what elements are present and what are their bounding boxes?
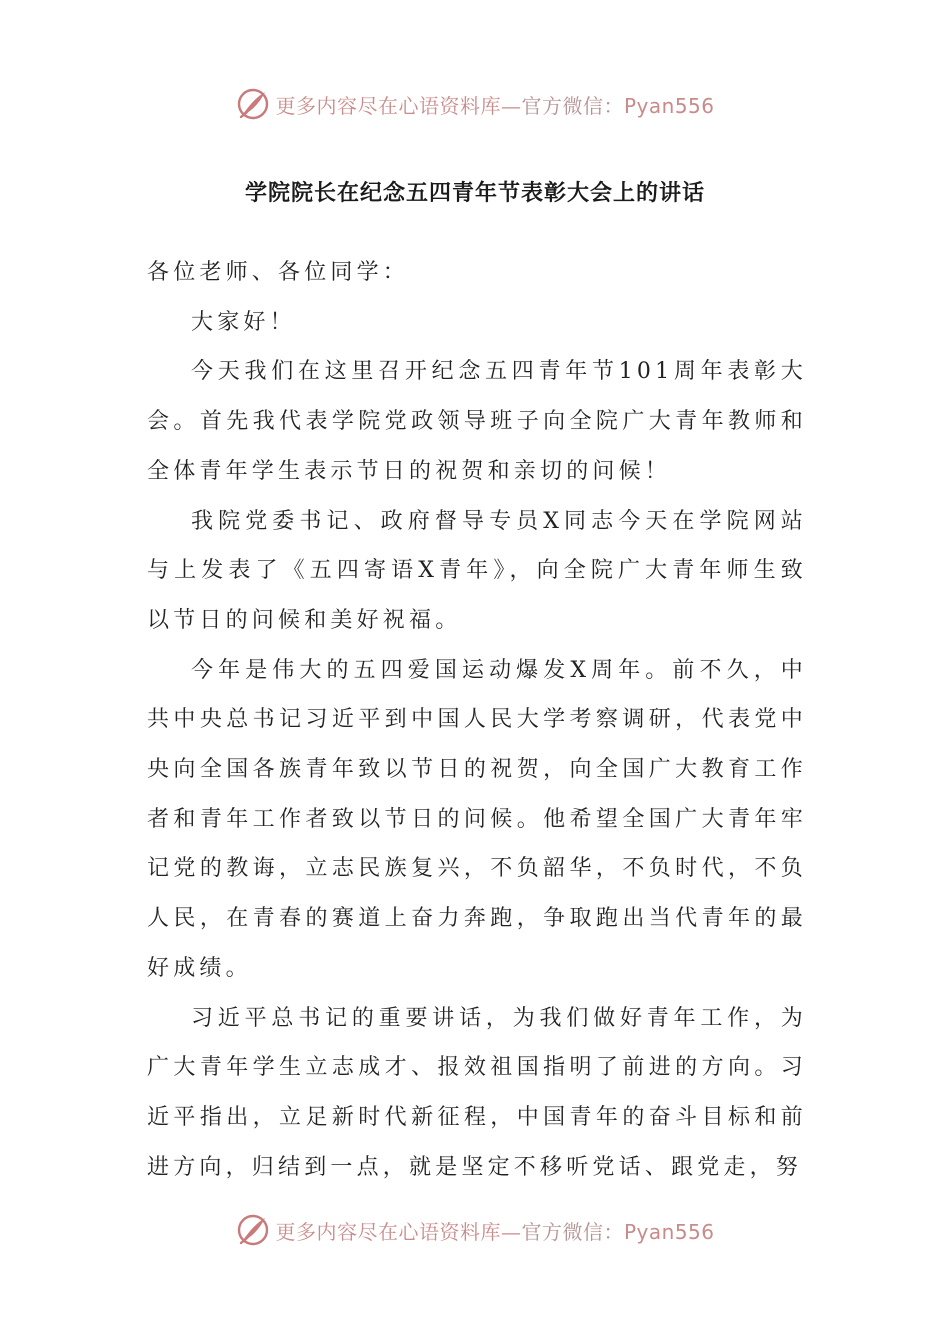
paragraph-speech: 习近平总书记的重要讲话，为我们做好青年工作，为广大青年学生立志成才、报效祖国指明了前进的方向。习近平指出，立足新时代新征程，中国青年的奋斗目标和前进方向，归结到一点，就是坚定不移听党话、跟党走，努 bbox=[147, 1005, 807, 1180]
watermark-separator: — bbox=[500, 1219, 522, 1244]
salutation: 各位老师、各位同学： bbox=[147, 260, 410, 285]
quill-pen-logo-icon bbox=[235, 86, 271, 122]
watermark-text bbox=[275, 90, 714, 119]
watermark-wechat-id: Pyan556 bbox=[623, 93, 715, 118]
watermark-label: 官方微信： bbox=[521, 1219, 624, 1244]
quill-pen-logo-icon bbox=[235, 1212, 271, 1248]
watermark-wechat-id: Pyan556 bbox=[623, 1219, 715, 1244]
paragraph-anniversary: 今年是伟大的五四爱国运动爆发X周年。前不久，中共中央总书记习近平到中国人民大学考察调研，代表党中央向全国各族青年致以节日的祝贺，向全国广大教育工作者和青年工作者致以节日的问候。他希望全国广大青年牢记党的教诲，立志民族复兴，不负韶华，不负时代，不负人民，在青春的赛道上奋力奔跑，争取跑出当代青年的最好成绩。 bbox=[147, 657, 807, 981]
paragraph-greeting: 大家好！ bbox=[191, 309, 296, 335]
watermark-brand: 更多内容尽在心语资料库 bbox=[275, 93, 501, 118]
paragraph-opening: 今天我们在这里召开纪念五四青年节101周年表彰大会。首先我代表学院党政领导班子向全院广大青年教师和全体青年学生表示节日的祝贺和亲切的问候！ bbox=[147, 359, 807, 484]
watermark-separator: — bbox=[500, 93, 522, 118]
watermark-brand: 更多内容尽在心语资料库 bbox=[275, 1219, 501, 1244]
document-body bbox=[147, 248, 807, 1192]
watermark-label: 官方微信： bbox=[521, 93, 624, 118]
paragraph-message: 我院党委书记、政府督导专员X同志今天在学院网站与上发表了《五四寄语X青年》，向全院广大青年师生致以节日的问候和美好祝福。 bbox=[147, 508, 807, 633]
footer-watermark bbox=[0, 1210, 950, 1250]
watermark-text bbox=[275, 1216, 714, 1245]
header-watermark bbox=[0, 84, 950, 124]
document-title: 学院院长在纪念五四青年节表彰大会上的讲话 bbox=[244, 181, 705, 206]
